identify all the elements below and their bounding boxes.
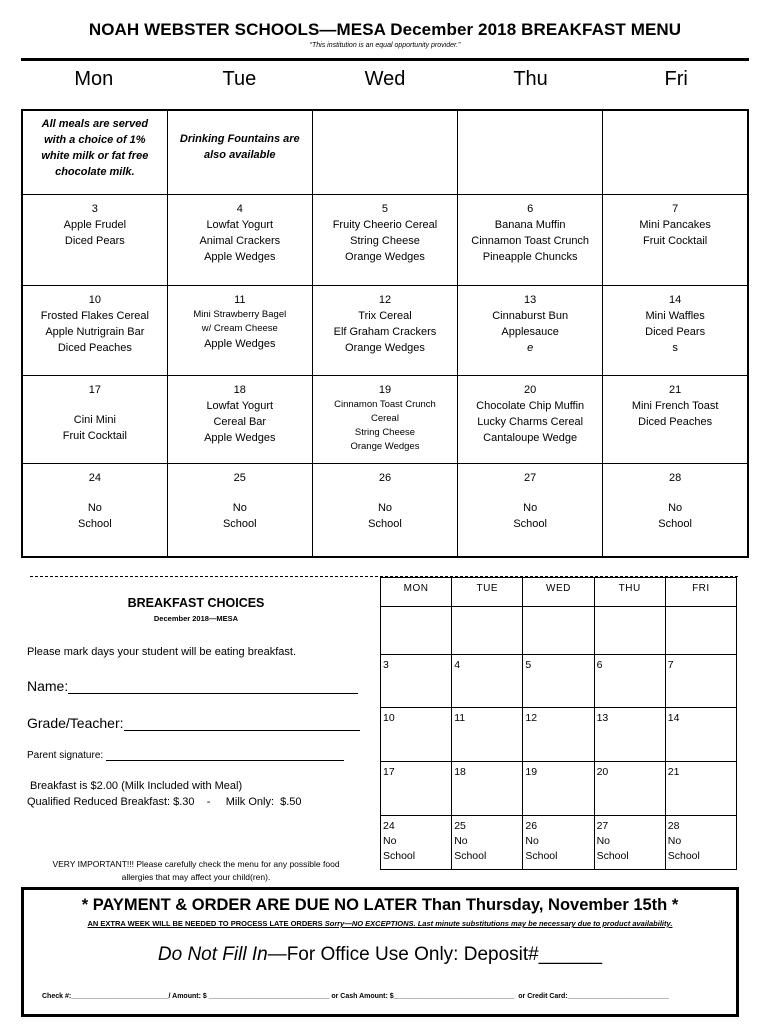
empty-cell xyxy=(458,110,603,194)
menu-item: No xyxy=(523,501,538,514)
order-day-cell xyxy=(594,816,665,870)
office-rest: —For Office Use Only: Deposit#______ xyxy=(267,944,603,965)
late-notice-text: AN EXTRA WEEK WILL BE NEEDED TO PROCESS LATE ORDERS xyxy=(87,919,323,928)
payment-deadline: * PAYMENT & ORDER ARE DUE NO LATER Than Thursday, November 15th * xyxy=(81,896,679,914)
signature-line[interactable] xyxy=(106,750,344,761)
office-use-line xyxy=(24,944,736,966)
menu-item: Mini French Toast xyxy=(631,399,719,412)
order-day-cell[interactable]: 10 xyxy=(381,708,452,762)
menu-item: Mini Strawberry Bagel xyxy=(193,308,287,320)
fountain-note-cell xyxy=(167,110,312,194)
menu-item: Orange Wedges xyxy=(345,341,425,354)
menu-item: e xyxy=(527,341,534,354)
menu-day-cell xyxy=(603,375,748,463)
menu-item: No xyxy=(87,501,102,514)
cal-day-number: 26 xyxy=(525,820,538,832)
menu-item: School xyxy=(513,517,547,530)
cal-header-fri: FRI xyxy=(665,578,736,607)
day-number: 18 xyxy=(233,383,246,396)
order-blank-cell[interactable] xyxy=(665,607,736,655)
menu-day-cell xyxy=(603,285,748,375)
spacer xyxy=(27,398,163,412)
order-calendar-header xyxy=(381,578,737,607)
menu-item: School xyxy=(658,517,692,530)
order-day-cell xyxy=(523,816,594,870)
order-day-cell[interactable]: 21 xyxy=(665,762,736,816)
menu-item: Banana Muffin xyxy=(494,218,566,231)
menu-day-cell xyxy=(167,463,312,557)
menu-day-cell xyxy=(458,194,603,285)
form-instruction: Please mark days your student will be eating breakfast. xyxy=(27,646,297,658)
menu-day-cell xyxy=(312,375,457,463)
menu-item: Applesauce xyxy=(501,325,559,338)
price-line: Breakfast is $2.00 (Milk Included with Meal) xyxy=(30,780,243,792)
payment-box xyxy=(21,887,739,1017)
menu-item: Animal Crackers xyxy=(199,234,281,247)
menu-item: Orange Wedges xyxy=(350,440,420,452)
grade-input-line[interactable] xyxy=(124,716,360,731)
cal-header-thu: THU xyxy=(594,578,665,607)
order-day-cell[interactable]: 7 xyxy=(665,655,736,708)
cal-header-tue: TUE xyxy=(452,578,523,607)
allergy-warning xyxy=(26,858,366,884)
menu-item: Diced Pears xyxy=(64,234,125,247)
menu-item: No xyxy=(232,501,247,514)
menu-item: Orange Wedges xyxy=(345,250,425,263)
grade-teacher-field[interactable] xyxy=(27,715,360,731)
spacer xyxy=(172,486,308,500)
spacer xyxy=(27,486,163,500)
note-line: All meals are served xyxy=(41,118,149,130)
menu-day-cell xyxy=(603,463,748,557)
menu-item: No xyxy=(377,501,392,514)
menu-day-cell xyxy=(22,463,167,557)
menu-day-cell xyxy=(167,285,312,375)
parent-signature-field[interactable] xyxy=(27,750,344,761)
menu-item: Diced Pears xyxy=(645,325,706,338)
menu-item: Elf Graham Crackers xyxy=(333,325,437,338)
no-label: No xyxy=(454,835,468,847)
menu-day-cell xyxy=(22,375,167,463)
day-number: 25 xyxy=(233,471,246,484)
order-day-cell[interactable]: 3 xyxy=(381,655,452,708)
note-line: white milk or fat free xyxy=(41,150,149,162)
spacer xyxy=(607,486,743,500)
cal-header-mon: MON xyxy=(381,578,452,607)
reduced-price-line: Qualified Reduced Breakfast: $.30 - Milk Only: $.50 xyxy=(27,796,302,808)
menu-day-cell xyxy=(458,285,603,375)
day-number: 21 xyxy=(669,383,682,396)
order-blank-cell[interactable] xyxy=(523,607,594,655)
menu-item: Pineapple Chuncks xyxy=(482,250,578,263)
menu-day-cell xyxy=(312,285,457,375)
day-number: 10 xyxy=(88,293,101,306)
order-week-row xyxy=(381,762,737,816)
day-header-fri: Fri xyxy=(664,68,688,90)
menu-item: w/ Cream Cheese xyxy=(201,322,278,334)
menu-item: Diced Peaches xyxy=(638,415,713,428)
name-field[interactable] xyxy=(27,678,358,694)
order-blank-cell[interactable] xyxy=(594,607,665,655)
order-calendar xyxy=(380,577,737,870)
grade-label: Grade/Teacher: xyxy=(27,715,124,731)
order-day-cell[interactable]: 6 xyxy=(594,655,665,708)
name-label: Name: xyxy=(27,678,69,694)
menu-item: No xyxy=(668,501,683,514)
warning-line: allergies that may affect your child(ren). xyxy=(121,872,271,882)
day-header-thu: Thu xyxy=(513,68,548,90)
parent-label: Parent signature: xyxy=(27,750,106,761)
day-header-wed: Wed xyxy=(364,68,406,90)
note-line: Drinking Fountains are xyxy=(179,133,300,145)
payment-details-line: Check #:_________________________/ Amount: $ _______________________________ or Cash Amount: $_______________________________ or Credit Card:__________________________ xyxy=(42,993,669,1000)
menu-item: Cereal Bar xyxy=(213,415,267,428)
order-day-cell xyxy=(452,816,523,870)
equal-opportunity-note: “This institution is an equal opportunity provider.” xyxy=(309,42,461,49)
menu-item: Lucky Charms Cereal xyxy=(477,415,584,428)
day-number: 4 xyxy=(236,202,243,215)
day-number: 12 xyxy=(378,293,392,306)
order-day-cell[interactable]: 5 xyxy=(523,655,594,708)
form-title: BREAKFAST CHOICES xyxy=(127,596,265,610)
menu-item: Fruit Cocktail xyxy=(643,234,708,247)
menu-item: School xyxy=(78,517,112,530)
note-line: chocolate milk. xyxy=(55,166,135,178)
cal-day-number: 28 xyxy=(667,820,680,832)
order-day-cell[interactable]: 14 xyxy=(665,708,736,762)
day-number: 11 xyxy=(234,293,246,306)
menu-item: Chocolate Chip Muffin xyxy=(476,399,585,412)
school-label: School xyxy=(596,850,629,862)
day-number: 19 xyxy=(378,383,392,396)
day-number: 20 xyxy=(524,383,537,396)
menu-day-cell xyxy=(603,194,748,285)
menu-item: Apple Wedges xyxy=(204,250,276,263)
cal-header-wed: WED xyxy=(523,578,594,607)
menu-item: Mini Pancakes xyxy=(639,218,711,231)
menu-item: Cini Mini xyxy=(73,413,116,426)
day-header-mon: Mon xyxy=(74,68,114,90)
order-day-cell[interactable]: 11 xyxy=(452,708,523,762)
name-input-line[interactable] xyxy=(68,679,358,694)
day-number: 14 xyxy=(669,293,682,306)
menu-item: Trix Cereal xyxy=(358,309,412,322)
menu-day-cell xyxy=(22,285,167,375)
menu-item: Lowfat Yogurt xyxy=(206,218,274,231)
school-label: School xyxy=(383,850,416,862)
order-day-cell xyxy=(381,816,452,870)
menu-day-cell xyxy=(312,463,457,557)
order-day-cell[interactable]: 18 xyxy=(452,762,523,816)
order-day-cell[interactable]: 12 xyxy=(523,708,594,762)
notes-row xyxy=(22,110,748,194)
menu-item: Mini Waffles xyxy=(645,309,705,322)
school-label: School xyxy=(667,850,700,862)
cal-day-number: 25 xyxy=(454,820,466,832)
day-number: 5 xyxy=(381,202,389,215)
cal-day-number: 24 xyxy=(383,820,395,832)
menu-item: Cantaloupe Wedge xyxy=(483,431,578,444)
office-italic: Do Not Fill In xyxy=(157,944,268,965)
day-number: 13 xyxy=(524,293,537,306)
no-label: No xyxy=(525,835,539,847)
order-blank-row xyxy=(381,607,737,655)
day-header-tue: Tue xyxy=(222,68,257,90)
order-day-cell xyxy=(665,816,736,870)
menu-day-cell xyxy=(458,375,603,463)
menu-item: String Cheese xyxy=(350,234,420,247)
no-label: No xyxy=(383,835,397,847)
order-day-cell[interactable]: 4 xyxy=(452,655,523,708)
order-day-cell[interactable]: 20 xyxy=(594,762,665,816)
day-number: 27 xyxy=(524,471,537,484)
school-label: School xyxy=(454,850,487,862)
menu-item: School xyxy=(368,517,402,530)
order-week-row xyxy=(381,708,737,762)
milk-note-cell xyxy=(22,110,167,194)
day-number: 26 xyxy=(378,471,392,484)
order-day-cell[interactable]: 17 xyxy=(381,762,452,816)
menu-item: Fruit Cocktail xyxy=(62,429,127,442)
cal-day-number: 27 xyxy=(596,820,609,832)
menu-item: Apple Wedges xyxy=(204,431,276,444)
order-week-row xyxy=(381,816,737,870)
day-number: 7 xyxy=(672,202,679,215)
day-number: 28 xyxy=(669,471,682,484)
school-label: School xyxy=(525,850,558,862)
day-number: 3 xyxy=(91,202,98,215)
warning-line: VERY IMPORTANT!!! Please carefully check the menu for any possible food xyxy=(52,859,340,869)
menu-day-cell xyxy=(167,194,312,285)
spacer xyxy=(462,486,598,500)
menu-item: Apple Nutrigrain Bar xyxy=(45,325,145,338)
order-blank-cell[interactable] xyxy=(452,607,523,655)
menu-item: Diced Peaches xyxy=(57,341,132,354)
menu-item: Cinnamon Toast Crunch xyxy=(334,398,436,410)
no-label: No xyxy=(667,835,682,847)
title-divider xyxy=(21,58,749,61)
empty-cell xyxy=(603,110,748,194)
order-week-row xyxy=(381,655,737,708)
menu-item: Apple Wedges xyxy=(204,337,276,350)
menu-item: Frosted Flakes Cereal xyxy=(40,309,149,322)
menu-day-cell xyxy=(167,375,312,463)
menu-item: Lowfat Yogurt xyxy=(206,399,274,412)
menu-day-cell xyxy=(22,194,167,285)
menu-week-row xyxy=(22,463,748,557)
late-notice-italic: Sorry—NO EXCEPTIONS. Last minute substitutions may be necessary due to product availability. xyxy=(322,919,673,928)
no-label: No xyxy=(596,835,610,847)
late-order-notice xyxy=(24,919,736,928)
menu-day-cell xyxy=(458,463,603,557)
menu-item: s xyxy=(672,341,678,354)
menu-week-row xyxy=(22,375,748,463)
menu-day-cell xyxy=(312,194,457,285)
menu-week-row xyxy=(22,194,748,285)
menu-item: Cinnaburst Bun xyxy=(492,309,569,322)
order-blank-cell[interactable] xyxy=(381,607,452,655)
menu-calendar xyxy=(21,109,749,558)
form-subtitle: December 2018—MESA xyxy=(153,614,239,623)
day-number: 17 xyxy=(88,383,101,396)
menu-item: Cinnamon Toast Crunch xyxy=(471,234,590,247)
day-number: 24 xyxy=(88,471,101,484)
order-day-cell[interactable]: 13 xyxy=(594,708,665,762)
empty-cell xyxy=(312,110,457,194)
note-line: with a choice of 1% xyxy=(44,134,146,146)
menu-item: School xyxy=(222,517,257,530)
menu-item: String Cheese xyxy=(354,426,416,438)
menu-item: Cereal xyxy=(370,412,399,424)
menu-title: NOAH WEBSTER SCHOOLS—MESA December 2018 BREAKFAST MENU xyxy=(88,20,682,39)
menu-item: Fruity Cheerio Cereal xyxy=(332,218,438,231)
order-day-cell[interactable]: 19 xyxy=(523,762,594,816)
note-line: also available xyxy=(204,149,276,161)
weekday-header-row xyxy=(21,68,749,91)
menu-item: Apple Frudel xyxy=(63,218,127,231)
spacer xyxy=(317,486,453,500)
day-number: 6 xyxy=(527,202,534,215)
menu-week-row xyxy=(22,285,748,375)
